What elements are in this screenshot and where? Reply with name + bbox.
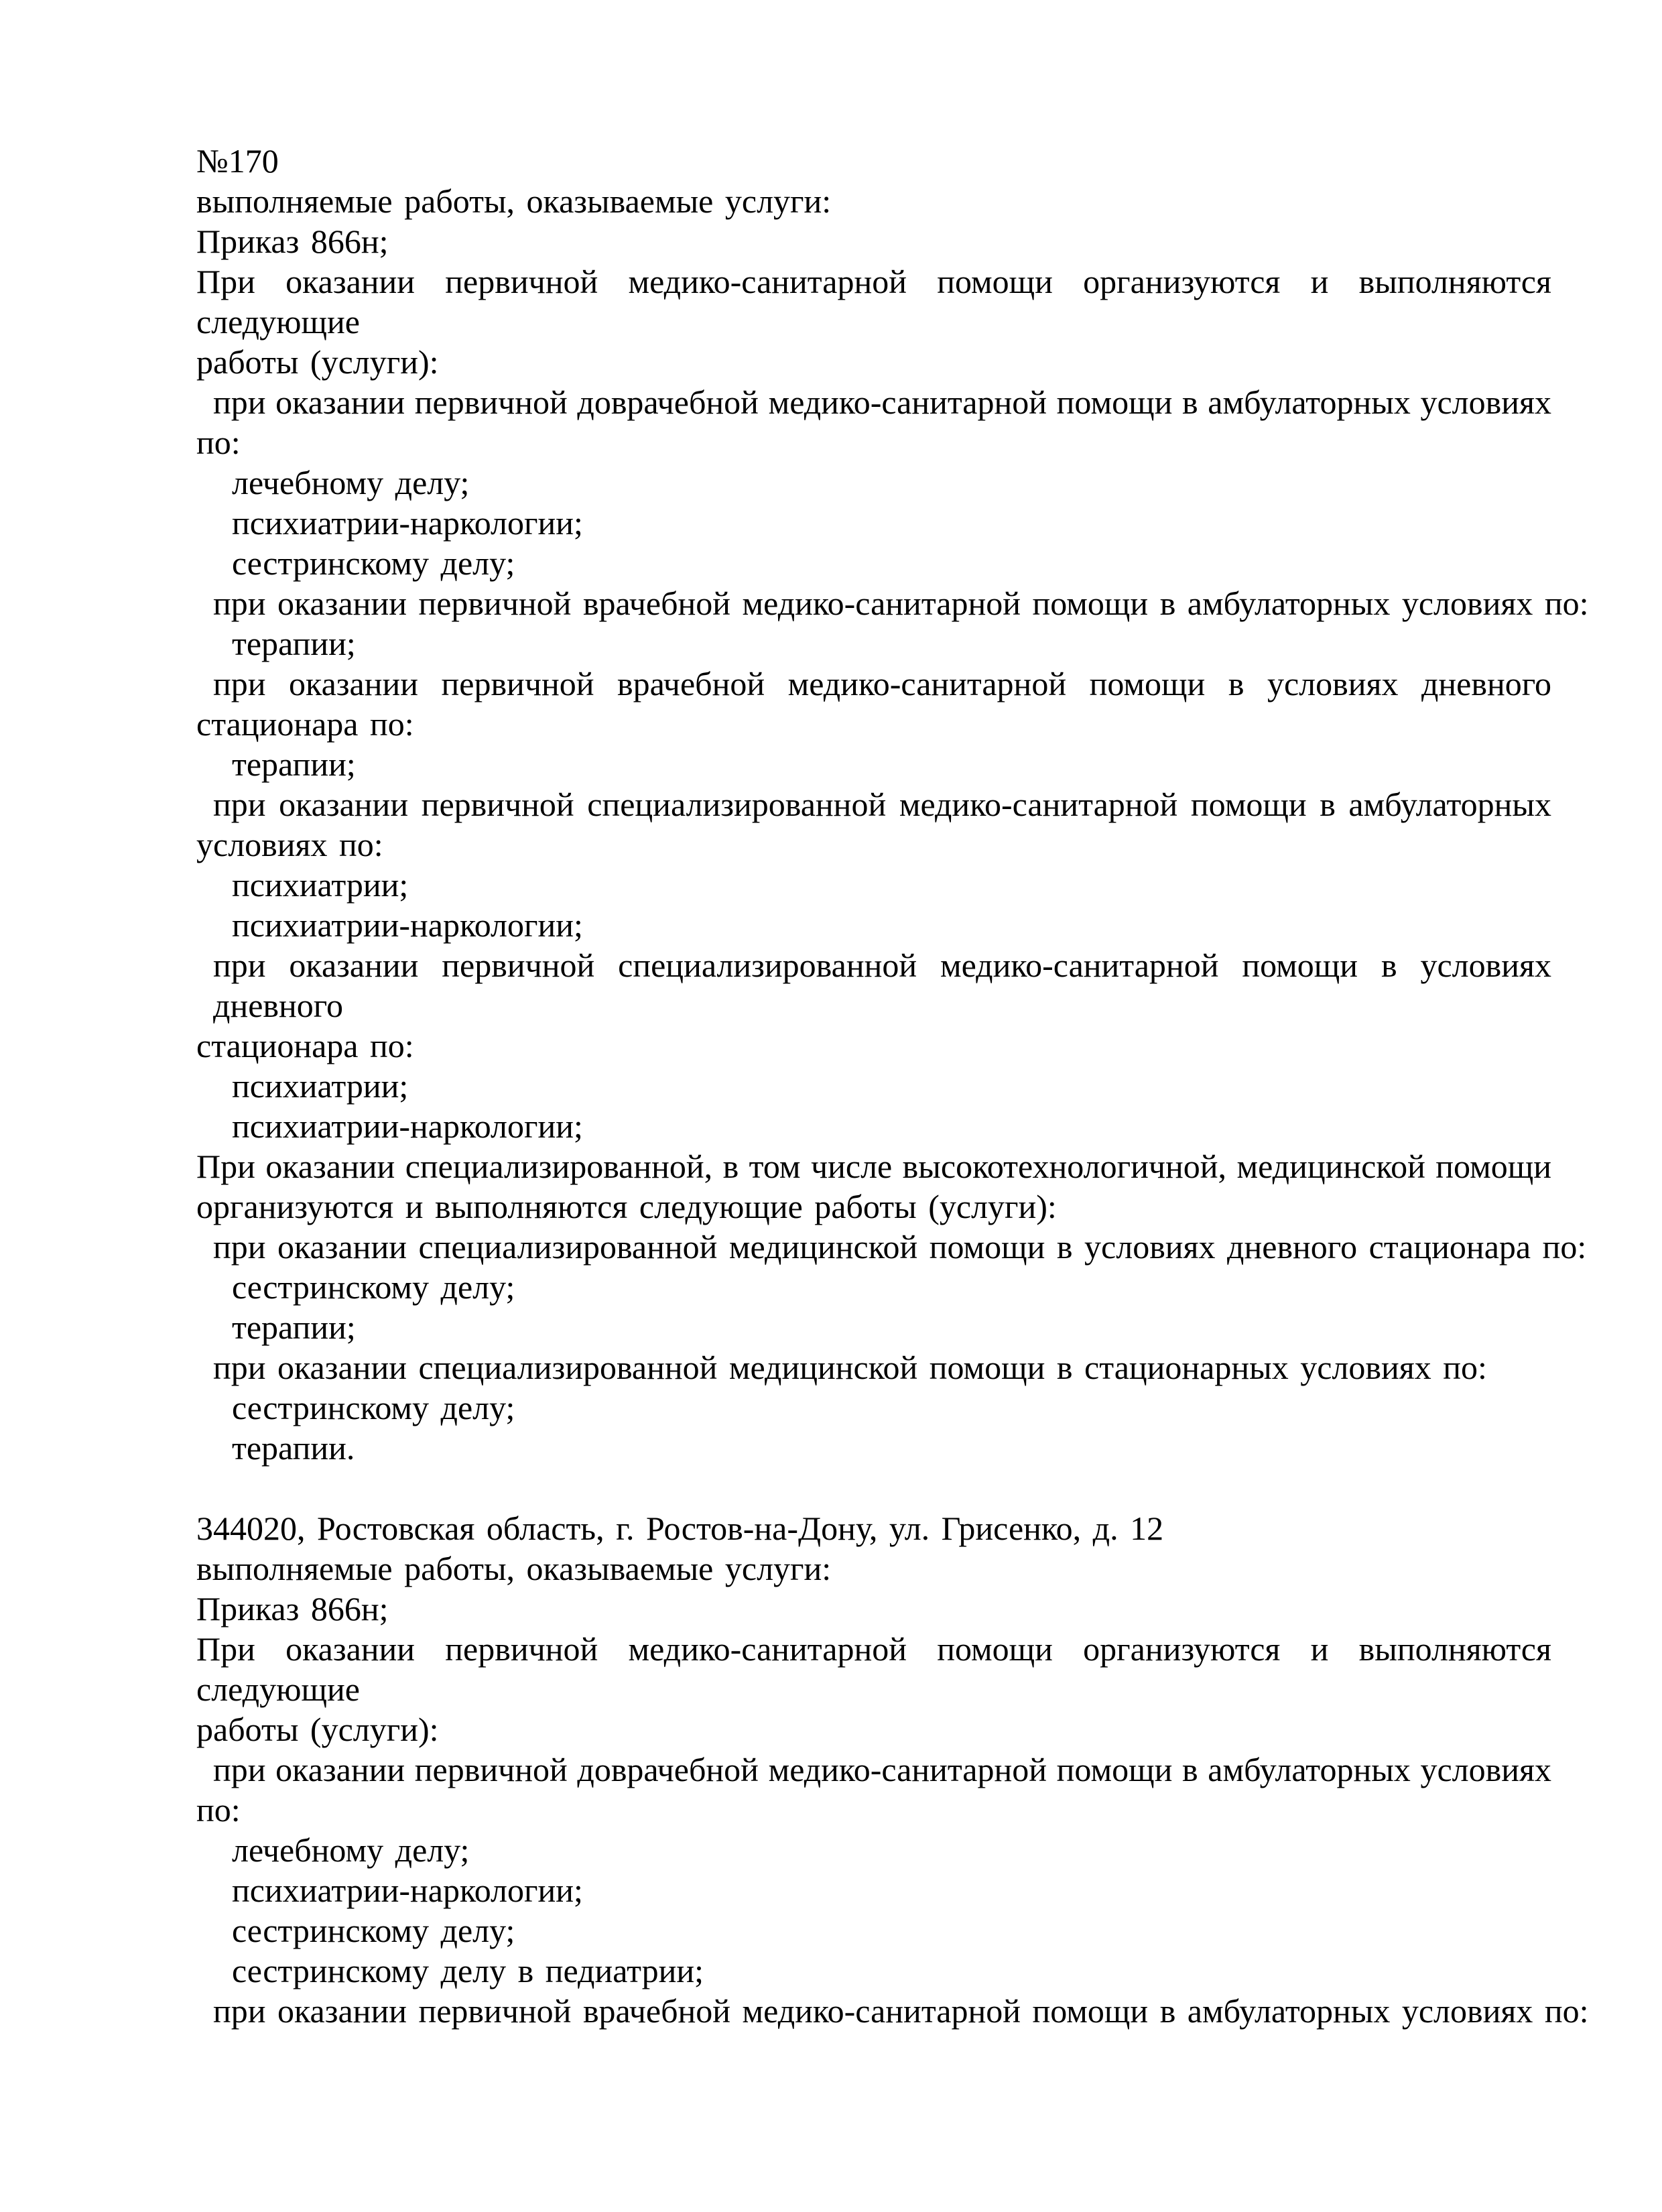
document-line: сестринскому делу; [232, 1268, 515, 1306]
document-line: При оказании первичной медико-санитарной помощи организуются и выполняются следующие [196, 263, 1551, 341]
document-line: по: [196, 424, 241, 461]
blank-line [196, 1468, 1551, 1508]
document-line: №170 [196, 142, 279, 180]
document-line: психиатрии-наркологии; [232, 1871, 583, 1909]
document-line: психиатрии-наркологии; [232, 906, 583, 944]
document-line: работы (услуги): [196, 343, 439, 381]
document-line: терапии. [232, 1429, 355, 1467]
document-line: При оказании первичной медико-санитарной помощи организуются и выполняются следующие [196, 1630, 1551, 1708]
document-line: выполняемые работы, оказываемые услуги: [196, 1550, 832, 1587]
document-line: психиатрии-наркологии; [232, 1107, 583, 1145]
document-line: при оказании первичной врачебной медико-санитарной помощи в условиях дневного [213, 665, 1551, 702]
document-line: При оказании специализированной, в том числе высокотехнологичной, медицинской помощи [196, 1148, 1551, 1185]
document-line: терапии; [232, 1308, 356, 1346]
document-line: лечебному делу; [232, 464, 470, 501]
document-line: при оказании первичной доврачебной медико-санитарной помощи в амбулаторных условиях [213, 383, 1551, 421]
document-line: при оказании первичной врачебной медико-санитарной помощи в амбулаторных условиях по: [213, 585, 1589, 622]
document-line: терапии; [232, 745, 356, 783]
document-line: по: [196, 1791, 241, 1829]
document-line: при оказании первичной специализированной медико-санитарной помощи в условиях дневного [213, 946, 1551, 1024]
document-line: сестринскому делу; [232, 1389, 515, 1426]
document-line: стационара по: [196, 1027, 414, 1064]
document-line: лечебному делу; [232, 1831, 470, 1869]
document-line: организуются и выполняются следующие работы (услуги): [196, 1188, 1057, 1225]
document-line: работы (услуги): [196, 1711, 439, 1748]
document-line: терапии; [232, 625, 356, 662]
document-line: выполняемые работы, оказываемые услуги: [196, 182, 832, 220]
document-line: стационара по: [196, 705, 414, 743]
document-line: при оказании специализированной медицинской помощи в стационарных условиях по: [213, 1349, 1487, 1386]
document-line: 344020, Ростовская область, г. Ростов-на-Дону, ул. Грисенко, д. 12 [196, 1510, 1164, 1547]
license-works-text-block [196, 141, 1589, 2031]
document-line: при оказании первичной доврачебной медико-санитарной помощи в амбулаторных условиях [213, 1751, 1551, 1788]
document-line: условиях по: [196, 826, 383, 863]
document-line: при оказании первичной врачебной медико-санитарной помощи в амбулаторных условиях по: [213, 1992, 1589, 2030]
document-line: сестринскому делу; [232, 544, 515, 582]
document-line: сестринскому делу в педиатрии; [232, 1952, 704, 1989]
document-line: психиатрии; [232, 1067, 409, 1105]
document-line: Приказ 866н; [196, 1590, 389, 1627]
document-line: психиатрии-наркологии; [232, 504, 583, 542]
document-line: психиатрии; [232, 866, 409, 904]
document-line: при оказании первичной специализированной медико-санитарной помощи в амбулаторных [213, 786, 1551, 823]
document-line: Приказ 866н; [196, 223, 389, 260]
document-line: сестринскому делу; [232, 1912, 515, 1949]
document-line: при оказании специализированной медицинской помощи в условиях дневного стационара по: [213, 1228, 1587, 1266]
